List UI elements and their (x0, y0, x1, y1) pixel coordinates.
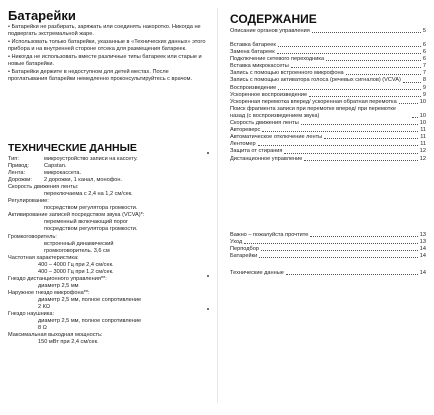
toc-leader-dots (301, 124, 418, 125)
margin-dot (207, 152, 209, 154)
tech-specs-list (8, 156, 208, 346)
spec-row (8, 156, 208, 163)
toc-entry-title: Дистанционное управление (230, 155, 303, 162)
toc-entry[interactable] (230, 246, 426, 253)
toc-entry[interactable] (230, 148, 426, 155)
toc-group (230, 42, 426, 163)
toc-page-number: 14 (419, 246, 426, 253)
toc-entry-title: Запись с помощью встроенного микрофона (230, 70, 344, 77)
toc-group (230, 28, 426, 35)
toc-page-number: 6 (422, 49, 426, 56)
toc-entry[interactable] (230, 70, 426, 77)
tech-specs-heading: ТЕХНИЧЕСКИЕ ДАННЫЕ (8, 142, 137, 154)
spec-line: Регулирование: (8, 198, 49, 205)
toc-entry-title: Ускоренная перемотка вперед/ ускоренная обратная перемотка (230, 98, 397, 105)
spec-key: Привод: (8, 163, 29, 170)
battery-warning: • Батарейки держите в недоступном для детей местах. После проглатывания батарейки немедленно проконсультируйтесь с врачом. (8, 69, 193, 82)
toc-entry[interactable] (230, 120, 426, 127)
toc-page-number: 8 (422, 77, 426, 84)
toc-entry[interactable] (230, 239, 426, 246)
toc-entry[interactable] (230, 77, 426, 84)
toc-entry[interactable] (230, 92, 426, 99)
spec-key: Лента: (8, 170, 26, 177)
toc-leader-dots (244, 243, 417, 244)
spec-line: 400 – 4000 Гц при 2,4 см/сек. (38, 261, 114, 268)
toc-entry-title: Поиск фрагмента записи при перемотке вперед/ при перемотке назад (с воспроизведением звука) (230, 105, 396, 119)
spec-line: 8 Ω (38, 325, 47, 332)
toc-entry[interactable] (230, 270, 426, 277)
battery-warning: • Батарейки не разбирать, заряжать или соединять накоротко. Никогда не подвергать экстремальной жаре. (8, 24, 201, 37)
spec-key: Дорожки: (8, 177, 32, 184)
toc-leader-dots (278, 46, 421, 47)
spec-line: громкоговоритель. 3,6 см (44, 247, 110, 254)
toc-entry-title: Батарейки (230, 253, 258, 260)
spec-line: 150 мВт при 2,4 см/сек. (38, 339, 99, 346)
toc-leader-dots (262, 131, 418, 132)
toc-page-number: 14 (419, 253, 426, 260)
toc-page-number: 12 (419, 148, 426, 155)
spec-value: Capstan. (44, 163, 67, 170)
toc-leader-dots (346, 74, 421, 75)
toc-page-number: 11 (420, 127, 426, 134)
spec-line: Скорость движения ленты: (8, 184, 79, 191)
spec-line: Наружное гнездо микрофона**: (8, 289, 90, 296)
batteries-heading: Батарейки (8, 8, 76, 23)
toc-page-number: 7 (422, 63, 426, 70)
toc-entry[interactable] (230, 85, 426, 92)
toc-entry-title: Лентомер (230, 141, 256, 148)
spec-line: 2 КΩ (38, 303, 51, 310)
toc-entry-title: Защита от стирания (230, 148, 283, 155)
toc-leader-dots (259, 257, 418, 258)
toc-entry-title: Технические данные (230, 270, 284, 276)
toc-entry-title: Замена батареек (230, 49, 275, 56)
spec-row (8, 177, 208, 184)
spec-line: Громкоговоритель: (8, 233, 57, 240)
spec-line: встроенный динамический (44, 240, 114, 247)
page-divider (217, 8, 218, 403)
toc-entry[interactable] (230, 99, 426, 106)
toc-entry[interactable] (230, 141, 426, 148)
spec-line: Активирование записей посредством звука (VCVA)*: (8, 212, 145, 219)
spec-line: посредством регулятора громкости. (44, 205, 138, 212)
toc-entry[interactable] (230, 42, 426, 49)
toc-entry-title: Вставка микрокассеты (230, 63, 289, 70)
toc-page-number: 6 (422, 56, 426, 63)
spec-line: Максимальная выходная мощность: (8, 332, 103, 339)
toc-page-number: 14 (419, 270, 426, 276)
toc-entry[interactable] (230, 134, 426, 141)
toc-entry-title: Воспроизведение (230, 84, 277, 91)
toc-page-number: 11 (420, 141, 426, 148)
toc-leader-dots (277, 53, 421, 54)
spec-value: микроустройство записи на кассету. (44, 156, 138, 162)
margin-dot (207, 308, 209, 310)
toc-leader-dots (326, 60, 421, 61)
spec-line: переключаема с 2,4 на 1,2 см/сек. (44, 191, 133, 198)
toc-entry[interactable] (230, 127, 426, 134)
toc-page-number: 13 (419, 239, 426, 246)
battery-warnings (8, 24, 208, 84)
toc-page-number: 5 (422, 28, 426, 34)
spec-line: Частотная характеристика: (8, 254, 79, 261)
toc-leader-dots (286, 274, 418, 275)
spec-line: переменный включающий порог (44, 219, 129, 226)
spec-line: диаметр 2,5 мм, полное сопротивление (38, 318, 142, 325)
toc-entry-title: Уход (230, 239, 243, 246)
toc-group (230, 270, 426, 277)
toc-page-number: 10 (419, 120, 426, 127)
toc-leader-dots (291, 67, 421, 68)
toc-leader-dots (399, 103, 418, 104)
toc-leader-dots (309, 96, 421, 97)
spec-value: микрокассета. (44, 170, 82, 177)
toc-page-number: 6 (422, 42, 426, 48)
toc-entry-title: Перподбор (230, 246, 259, 253)
toc-entry[interactable] (230, 63, 426, 70)
toc-leader-dots (261, 250, 418, 251)
toc-page-number: 13 (419, 232, 426, 238)
toc-entry[interactable] (230, 56, 426, 63)
spec-row (8, 163, 208, 170)
toc-entry-title: Вставка батареек (230, 42, 276, 48)
toc-leader-dots (258, 145, 419, 146)
spec-line: Гнездо наушника: (8, 311, 55, 318)
toc-page-number: 12 (419, 155, 426, 162)
spec-line: Гнездо дистанционного управления**: (8, 275, 107, 282)
toc-entry-title: Запись с помощью активатора голоса (речевых сигналов) (VCVA) (230, 77, 401, 84)
toc-entry[interactable] (230, 253, 426, 260)
toc-page-number: 11 (420, 134, 426, 141)
battery-warning: • Использовать только батарейки, указанные в «Технических данных» этого прибора и на внутренней стороне отсека для размещения батареек. (8, 39, 206, 52)
spec-line: 400 – 3000 Гц при 1,2 см/сек. (38, 268, 114, 275)
toc-entry[interactable] (230, 156, 426, 163)
toc-entry-title: Автореверс (230, 127, 261, 134)
spec-key: Тип: (8, 156, 19, 162)
toc-leader-dots (310, 236, 417, 237)
toc-leader-dots (304, 160, 417, 161)
toc-entry-title: Важно – пожалуйста прочтите (230, 232, 309, 238)
toc-leader-dots (403, 82, 421, 83)
toc-leader-dots (412, 117, 418, 118)
spec-line: диаметр 2,5 мм, полное сопротивление (38, 296, 142, 303)
toc-entry[interactable] (230, 28, 426, 35)
toc-page-number: 10 (419, 112, 426, 119)
toc-page-number: 7 (422, 70, 426, 77)
toc-page-number: 9 (422, 84, 426, 91)
toc-leader-dots (324, 138, 418, 139)
toc-leader-dots (284, 153, 417, 154)
spec-line: посредством регулятора громкости. (44, 226, 138, 233)
spec-row (8, 170, 208, 177)
contents-heading: СОДЕРЖАНИЕ (230, 12, 317, 26)
battery-warning: • Никогда не использовать вместе различные типы батареек или старые и новые батарейки. (8, 54, 202, 67)
toc-leader-dots (312, 32, 421, 33)
toc-group (230, 232, 426, 260)
toc-entry-title: Ускоренное воспроизведение (230, 91, 308, 98)
spec-line: диаметр 2,5 мм (38, 282, 79, 289)
toc-leader-dots (278, 89, 421, 90)
toc-entry[interactable] (230, 49, 426, 56)
toc-entry[interactable] (230, 232, 426, 239)
toc-page-number: 10 (419, 98, 426, 105)
toc-entry-title: Описание органов управления (230, 28, 310, 34)
margin-dot (207, 275, 209, 277)
toc-entry[interactable] (230, 106, 426, 120)
toc-page-number: 9 (422, 91, 426, 98)
spec-value: 2 дорожки, 1 канал, монофон. (44, 177, 123, 184)
toc-entry-title: Подключение сетевого переходника (230, 56, 325, 63)
toc-entry-title: Скорость движения ленты (230, 120, 299, 127)
toc-entry-title: Автоматическое отключение ленты (230, 134, 323, 141)
